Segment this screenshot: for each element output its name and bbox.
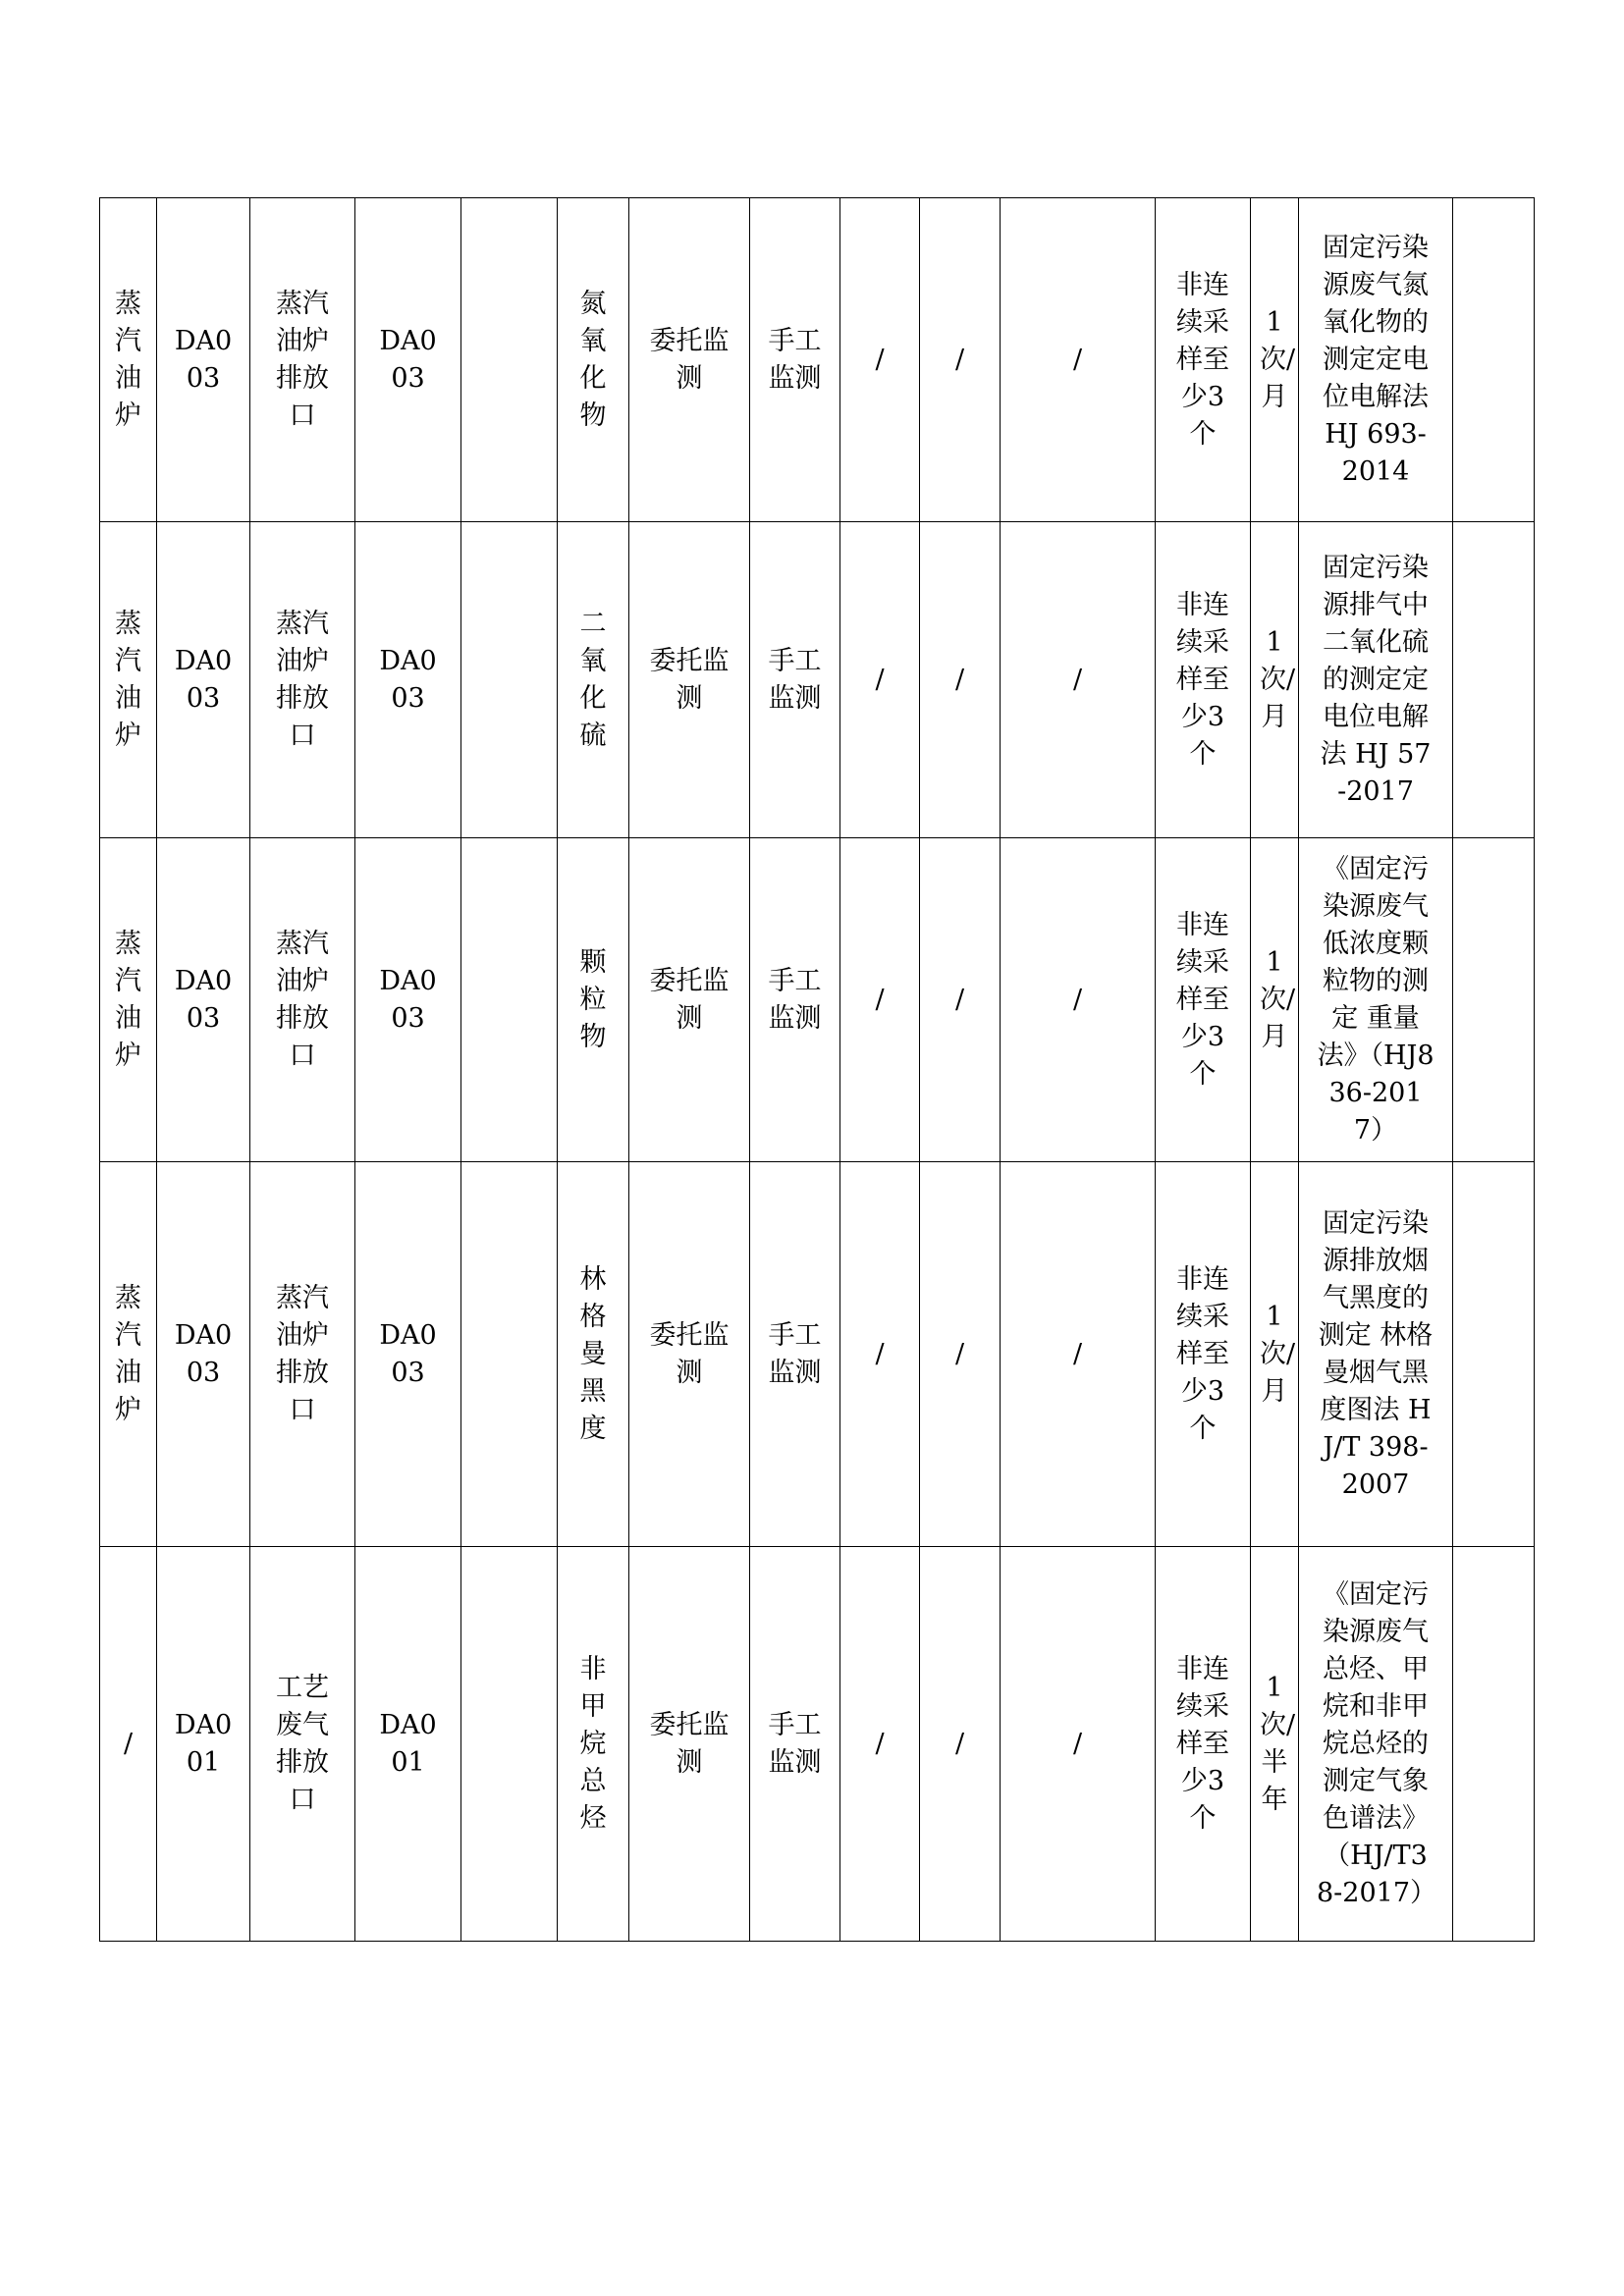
col-a-cell: / (840, 198, 920, 522)
note-cell (1453, 838, 1535, 1162)
col-c-cell: / (1001, 198, 1156, 522)
frequency-cell: 1次/月 (1251, 522, 1299, 838)
outlet-code-cell: DA003 (355, 522, 461, 838)
facility-code-cell: DA003 (157, 1162, 250, 1547)
note-cell (1453, 1547, 1535, 1942)
outlet-cell: 蒸汽油炉排放口 (250, 198, 355, 522)
pollutant-cell: 林格曼黑度 (558, 1162, 629, 1547)
col-c-cell: / (1001, 838, 1156, 1162)
blank-cell (461, 1547, 558, 1942)
col-b-cell: / (920, 838, 1001, 1162)
blank-cell (461, 522, 558, 838)
monitor-method-cell: 手工监测 (750, 1162, 840, 1547)
col-b-cell: / (920, 1162, 1001, 1547)
frequency-cell: 1次/月 (1251, 838, 1299, 1162)
table-row (100, 198, 1535, 522)
sampling-cell: 非连续采样至少3个 (1156, 1162, 1251, 1547)
facility-cell: / (100, 1547, 157, 1942)
facility-cell: 蒸汽油炉 (100, 1162, 157, 1547)
blank-cell (461, 198, 558, 522)
facility-code-cell: DA001 (157, 1547, 250, 1942)
table-row (100, 838, 1535, 1162)
monitor-method-cell: 手工监测 (750, 1547, 840, 1942)
col-a-cell: / (840, 522, 920, 838)
table-row (100, 522, 1535, 838)
outlet-cell: 蒸汽油炉排放口 (250, 1162, 355, 1547)
monitor-type-cell: 委托监测 (629, 522, 750, 838)
monitoring-table (99, 197, 1535, 1942)
standard-cell: 《固定污染源废气总烃、甲烷和非甲烷总烃的测定气象色谱法》（HJ/T38-2017） (1299, 1547, 1453, 1942)
outlet-code-cell: DA001 (355, 1547, 461, 1942)
monitor-method-cell: 手工监测 (750, 198, 840, 522)
col-a-cell: / (840, 1162, 920, 1547)
col-b-cell: / (920, 522, 1001, 838)
col-c-cell: / (1001, 1547, 1156, 1942)
blank-cell (461, 838, 558, 1162)
frequency-cell: 1次/半年 (1251, 1547, 1299, 1942)
pollutant-cell: 二氧化硫 (558, 522, 629, 838)
pollutant-cell: 非甲烷总烃 (558, 1547, 629, 1942)
note-cell (1453, 522, 1535, 838)
pollutant-cell: 氮氧化物 (558, 198, 629, 522)
facility-cell: 蒸汽油炉 (100, 838, 157, 1162)
outlet-code-cell: DA003 (355, 1162, 461, 1547)
monitor-method-cell: 手工监测 (750, 522, 840, 838)
facility-code-cell: DA003 (157, 522, 250, 838)
sampling-cell: 非连续采样至少3个 (1156, 1547, 1251, 1942)
col-b-cell: / (920, 198, 1001, 522)
blank-cell (461, 1162, 558, 1547)
standard-cell: 固定污染源排气中二氧化硫的测定定电位电解法 HJ 57-2017 (1299, 522, 1453, 838)
monitor-type-cell: 委托监测 (629, 1162, 750, 1547)
note-cell (1453, 198, 1535, 522)
standard-cell: 《固定污染源废气低浓度颗粒物的测定 重量法》（HJ836-2017） (1299, 838, 1453, 1162)
outlet-cell: 蒸汽油炉排放口 (250, 522, 355, 838)
col-a-cell: / (840, 838, 920, 1162)
facility-cell: 蒸汽油炉 (100, 522, 157, 838)
outlet-cell: 蒸汽油炉排放口 (250, 838, 355, 1162)
facility-code-cell: DA003 (157, 838, 250, 1162)
monitor-type-cell: 委托监测 (629, 838, 750, 1162)
monitor-method-cell: 手工监测 (750, 838, 840, 1162)
table-row (100, 1162, 1535, 1547)
col-b-cell: / (920, 1547, 1001, 1942)
outlet-code-cell: DA003 (355, 198, 461, 522)
table-row (100, 1547, 1535, 1942)
sampling-cell: 非连续采样至少3个 (1156, 198, 1251, 522)
facility-code-cell: DA003 (157, 198, 250, 522)
col-a-cell: / (840, 1547, 920, 1942)
note-cell (1453, 1162, 1535, 1547)
outlet-code-cell: DA003 (355, 838, 461, 1162)
pollutant-cell: 颗粒物 (558, 838, 629, 1162)
monitor-type-cell: 委托监测 (629, 198, 750, 522)
outlet-cell: 工艺废气排放口 (250, 1547, 355, 1942)
sampling-cell: 非连续采样至少3个 (1156, 838, 1251, 1162)
frequency-cell: 1次/月 (1251, 1162, 1299, 1547)
col-c-cell: / (1001, 522, 1156, 838)
facility-cell: 蒸汽油炉 (100, 198, 157, 522)
sampling-cell: 非连续采样至少3个 (1156, 522, 1251, 838)
frequency-cell: 1次/月 (1251, 198, 1299, 522)
standard-cell: 固定污染源废气氮氧化物的测定定电位电解法 HJ 693-2014 (1299, 198, 1453, 522)
standard-cell: 固定污染源排放烟气黑度的测定 林格曼烟气黑度图法 HJ/T 398-2007 (1299, 1162, 1453, 1547)
monitor-type-cell: 委托监测 (629, 1547, 750, 1942)
col-c-cell: / (1001, 1162, 1156, 1547)
